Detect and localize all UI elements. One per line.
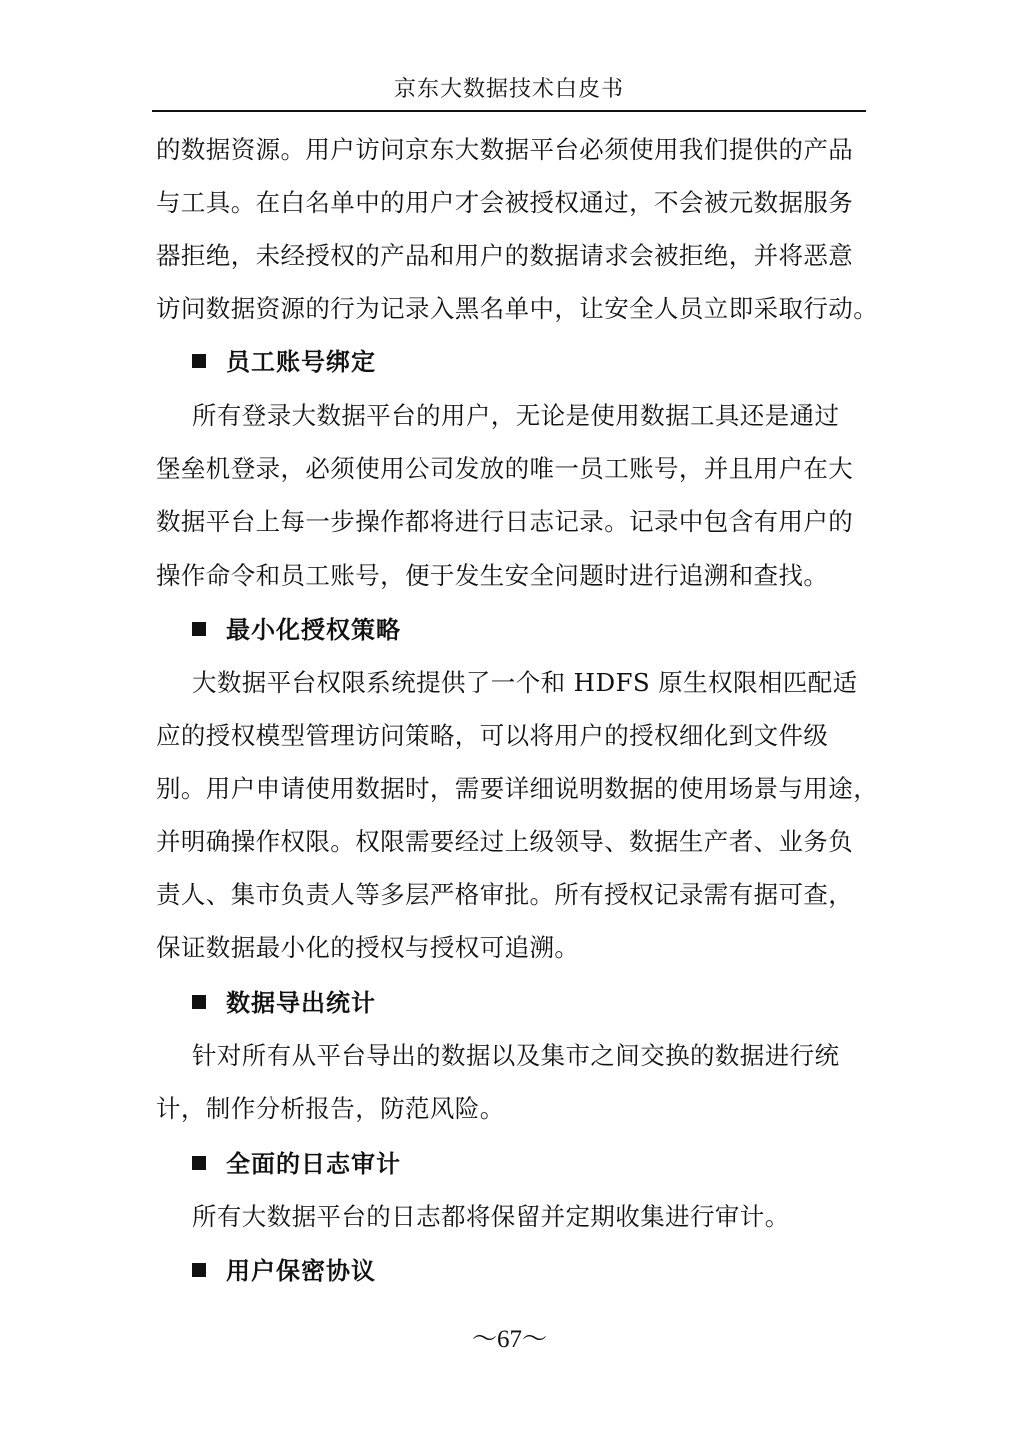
running-header: 京东大数据技术白皮书 — [393, 77, 624, 102]
paragraph-line: 大数据平台权限系统提供了一个和 HDFS 原生权限相匹配适 — [192, 668, 858, 697]
square-bullet-icon — [192, 622, 206, 636]
section-heading-text: 数据导出统计 — [226, 988, 376, 1017]
square-bullet-icon — [192, 995, 206, 1009]
section-heading-least-privilege — [192, 612, 401, 648]
paragraph-line: 所有登录大数据平台的用户，无论是使用数据工具还是通过 — [192, 401, 840, 430]
paragraph-line: 堡垒机登录，必须使用公司发放的唯一员工账号，并且用户在大 — [156, 454, 854, 483]
section-heading-text: 用户保密协议 — [226, 1256, 376, 1285]
square-bullet-icon — [192, 354, 206, 368]
paragraph-line: 的数据资源。用户访问京东大数据平台必须使用我们提供的产品 — [156, 135, 854, 164]
paragraph-line: 操作命令和员工账号，便于发生安全问题时进行追溯和查找。 — [156, 561, 829, 590]
section-heading-confidentiality — [192, 1253, 376, 1289]
paragraph-line: 计，制作分析报告，防范风险。 — [156, 1094, 505, 1123]
paragraph-line: 别。用户申请使用数据时，需要详细说明数据的使用场景与用途， — [156, 774, 879, 803]
paragraph-line: 器拒绝，未经授权的产品和用户的数据请求会被拒绝，并将恶意 — [156, 241, 854, 270]
section-heading-text: 全面的日志审计 — [226, 1149, 401, 1178]
section-heading-log-audit — [192, 1146, 401, 1182]
page-number: ～67～ — [471, 1326, 547, 1353]
section-heading-account-binding — [192, 344, 376, 380]
square-bullet-icon — [192, 1156, 206, 1170]
paragraph-line: 访问数据资源的行为记录入黑名单中，让安全人员立即采取行动。 — [156, 294, 879, 323]
paragraph-line: 与工具。在白名单中的用户才会被授权通过，不会被元数据服务 — [156, 188, 854, 217]
section-heading-text: 员工账号绑定 — [226, 347, 376, 376]
paragraph-line: 应的授权模型管理访问策略，可以将用户的授权细化到文件级 — [156, 721, 829, 750]
header-rule — [152, 110, 866, 112]
square-bullet-icon — [192, 1263, 206, 1277]
section-heading-text: 最小化授权策略 — [226, 615, 401, 644]
paragraph-line: 并明确操作权限。权限需要经过上级领导、数据生产者、业务负 — [156, 827, 854, 856]
paragraph-line: 保证数据最小化的授权与授权可追溯。 — [156, 933, 580, 962]
section-heading-export-stats — [192, 985, 376, 1021]
paragraph-line: 所有大数据平台的日志都将保留并定期收集进行审计。 — [192, 1202, 790, 1231]
paragraph-line: 数据平台上每一步操作都将进行日志记录。记录中包含有用户的 — [156, 507, 854, 536]
paragraph-line: 责人、集市负责人等多层严格审批。所有授权记录需有据可查， — [156, 880, 854, 909]
paragraph-line: 针对所有从平台导出的数据以及集市之间交换的数据进行统 — [192, 1041, 840, 1070]
